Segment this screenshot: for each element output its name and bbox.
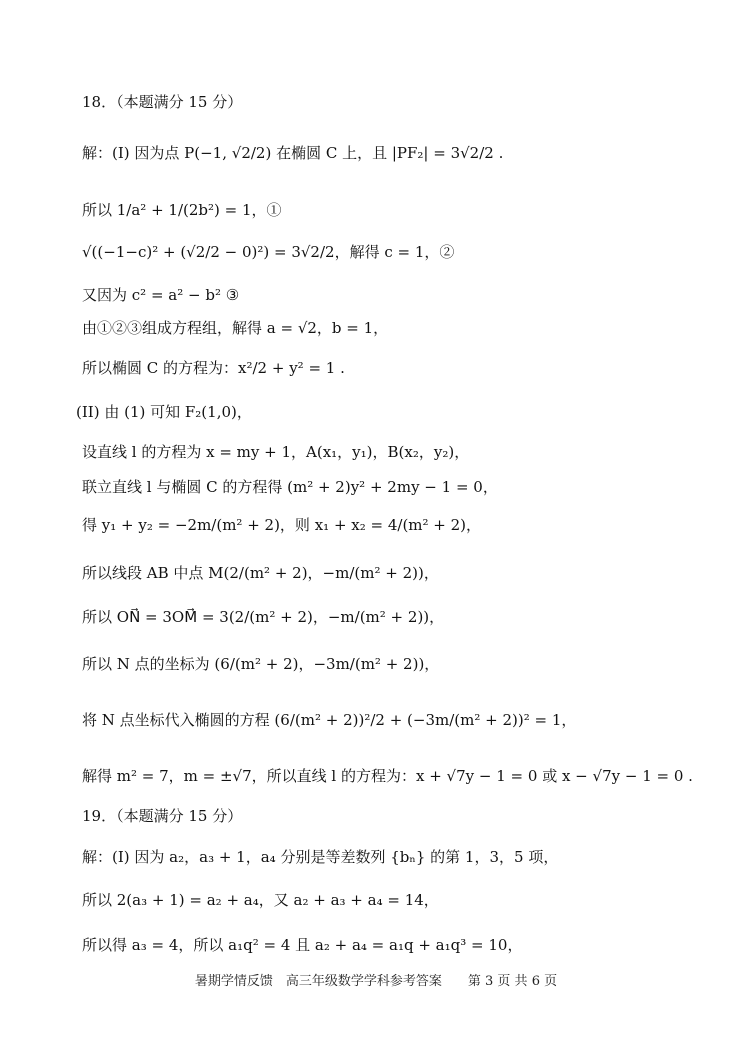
q19-line-3: 所以得 a₃ = 4，所以 a₁q² = 4 且 a₂ + a₄ = a₁q + a₁q³ = 10， <box>82 936 523 954</box>
q19-header: 19．（本题满分 15 分） <box>82 807 243 825</box>
q18-line-6: 所以椭圆 C 的方程为：x²/2 + y² = 1 . <box>82 359 345 377</box>
q18-line-15: 解得 m² = 7，m = ±√7，所以直线 l 的方程为：x + √7y − 1 = 0 或 x − √7y − 1 = 0 . <box>82 767 693 785</box>
q18-line-4: 又因为 c² = a² − b² ③ <box>82 286 240 304</box>
q18-line-14: 将 N 点坐标代入椭圆的方程 (6/(m² + 2))²/2 + (−3m/(m² + 2))² = 1， <box>82 711 577 729</box>
q18-line-9: 联立直线 l 与椭圆 C 的方程得 (m² + 2)y² + 2my − 1 = 0， <box>82 478 498 496</box>
q19-line-1: 解：(I) 因为 a₂，a₃ + 1，a₄ 分别是等差数列 {bₙ} 的第 1，3，5 项， <box>82 848 559 866</box>
q18-line-7: (II) 由 (1) 可知 F₂(1,0)， <box>76 403 252 421</box>
q18-line-2: 所以 1/a² + 1/(2b²) = 1，① <box>82 201 282 219</box>
q18-line-12: 所以 ON⃗ = 3OM⃗ = 3(2/(m² + 2)，−m/(m² + 2))， <box>82 608 445 626</box>
q18-line-11: 所以线段 AB 中点 M(2/(m² + 2)，−m/(m² + 2))， <box>82 564 439 582</box>
q18-line-13: 所以 N 点的坐标为 (6/(m² + 2)，−3m/(m² + 2))， <box>82 655 440 673</box>
page-footer: 暑期学情反馈 高三年级数学学科参考答案 第 3 页 共 6 页 <box>194 974 558 989</box>
q19-line-2: 所以 2(a₃ + 1) = a₂ + a₄，又 a₂ + a₃ + a₄ = 14， <box>82 891 439 909</box>
q18-line-8: 设直线 l 的方程为 x = my + 1，A(x₁，y₁)，B(x₂，y₂)， <box>82 443 470 461</box>
q18-line-1: 解：(I) 因为点 P(−1, √2/2) 在椭圆 C 上，且 |PF₂| = 3√2/2 . <box>82 144 504 162</box>
q18-line-3: √((−1−c)² + (√2/2 − 0)²) = 3√2/2，解得 c = 1，② <box>82 243 455 261</box>
q18-line-5: 由①②③组成方程组，解得 a = √2，b = 1， <box>82 319 389 337</box>
q18-line-10: 得 y₁ + y₂ = −2m/(m² + 2)，则 x₁ + x₂ = 4/(m² + 2)， <box>82 516 482 534</box>
q18-header: 18．（本题满分 15 分） <box>82 93 243 111</box>
